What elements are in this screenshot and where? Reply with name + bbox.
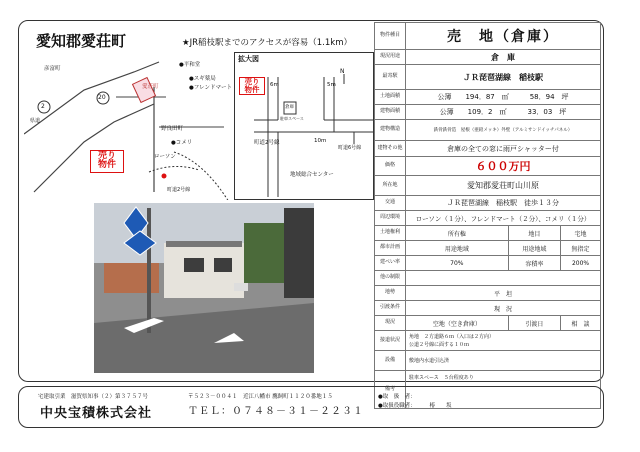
terrain-value: 平 坦 xyxy=(406,286,601,301)
license-text: 宅建取引業 滋賀県知事（２）第３７５７号 xyxy=(38,394,149,400)
company-tel: ＴＥＬ：０７４８－３１－２２３１ xyxy=(188,406,364,417)
sold-badge-line2: 物件 xyxy=(97,160,116,171)
ratio-v2: 容積率 xyxy=(508,256,560,271)
road-label-aisho: 愛荘町 xyxy=(142,84,159,90)
ratio-v3: 200% xyxy=(561,256,601,271)
road-label: 接道状況 xyxy=(375,331,406,351)
use-row-label: 都市計画 xyxy=(375,241,406,256)
route-20-marker: 20 xyxy=(98,94,106,101)
road-cond-label: 引渡条件 xyxy=(375,301,406,316)
sold-badge-line1: 売り xyxy=(97,151,116,161)
zoom-town2: 町道2号線 xyxy=(254,140,280,146)
current-label: 現況 xyxy=(375,316,406,331)
current-use-value: 倉 庫 xyxy=(406,50,601,65)
zoning-v2: 地目 xyxy=(508,226,560,241)
current-use-label: 現況用途 xyxy=(375,50,406,65)
price-value: ６００万円 xyxy=(406,157,601,176)
building-area-value: 公簿 109．2 ㎡ 33．03 坪 xyxy=(406,105,601,120)
road-value-line2: 公道２号線に面する１０ｍ xyxy=(409,341,470,348)
transport-label: 交通 xyxy=(375,196,406,211)
route-2-marker: 2 xyxy=(41,103,45,110)
zoom-center: 地域総合センター xyxy=(290,172,334,178)
shop-sugi: ●スギ薬局 xyxy=(189,76,216,82)
road-value-line1: 角地 ２方道路６ｍ（入口は２方向） xyxy=(409,333,495,340)
transport-value: ＪＲ琵琶湖線 稲枝駅 徒歩１３分 xyxy=(406,196,601,211)
zoning-row-label: 土地権利 xyxy=(375,226,406,241)
nearby-label: 周辺環境 xyxy=(375,211,406,226)
nearby-value: ローソン（１分）、フレンドマート（２分）、コメリ（１分） xyxy=(406,211,601,226)
land-area-label: 土地面積 xyxy=(375,90,406,105)
road-label-pref: 県道 xyxy=(30,118,41,124)
sold-property-badge xyxy=(90,150,124,173)
road-label-hikotomi: 彦富町 xyxy=(44,66,61,72)
building-area-label: 建物面積 xyxy=(375,105,406,120)
use-v3: 無指定 xyxy=(561,241,601,256)
other-label: 建物その他 xyxy=(375,141,406,157)
road-cond-value: 現 況 xyxy=(406,301,601,316)
ratio-v1: 70% xyxy=(406,256,509,271)
page-title: 愛知郡愛荘町 xyxy=(36,32,127,50)
use-v1: 用途地域 xyxy=(406,241,509,256)
land-area-value: 公簿 194．87 ㎡ 58．94 坪 xyxy=(406,90,601,105)
zoom-town6: 町道6号線 xyxy=(338,145,362,151)
zoom-6m: 6m xyxy=(270,82,279,88)
station-label: 最寄駅 xyxy=(375,65,406,90)
agent-line2: ●取扱役職者： 椿 坂 xyxy=(378,403,452,409)
current-v1: 空地（空き倉庫） xyxy=(406,316,509,331)
category-value: 売 地（倉庫） xyxy=(406,23,601,50)
shop-friend: ●フレンドマート xyxy=(189,85,232,91)
other-limits-label: 他の制限 xyxy=(375,271,406,286)
zoom-10m: 10m xyxy=(314,138,327,144)
access-note: ★JR稲枝駅までのアクセスが容易（1.1km） xyxy=(182,38,352,48)
zoning-v3: 宅地 xyxy=(561,226,601,241)
zoom-parking: 駐車スペース xyxy=(280,116,304,121)
property-specs-table xyxy=(374,22,601,409)
facility-label: 設備 xyxy=(375,351,406,371)
zoom-5m: 5m xyxy=(327,82,336,88)
ratio-row-label: 建ぺい率 xyxy=(375,256,406,271)
current-v2: 引渡日 xyxy=(508,316,560,331)
structure-label: 建物構造 xyxy=(375,120,406,141)
zoom-badge-line1: 売り xyxy=(244,77,260,86)
property-photo xyxy=(94,203,314,373)
terrain-label: 地勢 xyxy=(375,286,406,301)
road-label-norada: 野良田町 xyxy=(161,126,184,132)
other-limits-value xyxy=(406,271,601,286)
remarks-value: 駐車スペース ５台程度あり xyxy=(406,371,601,409)
current-v3: 相 談 xyxy=(561,316,601,331)
price-label: 価格 xyxy=(375,157,406,176)
station-value: ＪＲ琵琶湖線 稲枝駅 xyxy=(406,65,601,90)
property-photo-drawing xyxy=(94,203,314,373)
structure-value: 鉄骨鉄骨造 屋根（亜鉛メッキ）外壁（アルミサンドイッチパネル） xyxy=(406,120,601,141)
zoom-warehouse: 倉庫 xyxy=(285,105,294,110)
zoom-map-title: 拡大図 xyxy=(238,55,259,63)
zoom-north: N xyxy=(340,68,345,75)
company-address: 〒５２３－００４１ 近江八幡市 鷹飼町１１２０番地１５ xyxy=(188,394,333,400)
road-label-town2: 町道2号線 xyxy=(167,187,191,193)
location-value: 愛知郡愛荘町山川原 xyxy=(406,176,601,196)
agent-line1: ●取 扱 者： xyxy=(378,394,416,400)
use-v2: 用途地域 xyxy=(508,241,560,256)
other-value: 倉庫の全ての窓に雨戸シャッター付 xyxy=(406,141,601,157)
category-label: 物件種目 xyxy=(375,23,406,50)
road-label-lawson: ローソン xyxy=(154,154,176,160)
zoom-badge-line2: 物件 xyxy=(244,84,260,94)
company-name: 中央宝積株式会社 xyxy=(40,406,153,421)
zoning-v1: 所有権 xyxy=(406,226,509,241)
remarks-label: 備考 xyxy=(375,371,406,409)
area-map xyxy=(24,52,234,200)
facility-value: 敷地内水道引込済 xyxy=(406,351,601,371)
zoom-map xyxy=(234,52,374,200)
road-value xyxy=(406,331,601,351)
shop-heiwado: ●平和堂 xyxy=(179,62,201,68)
location-label: 所在地 xyxy=(375,176,406,196)
zoom-sold-badge xyxy=(239,77,265,95)
shop-komeri: ●コメリ xyxy=(171,140,193,146)
